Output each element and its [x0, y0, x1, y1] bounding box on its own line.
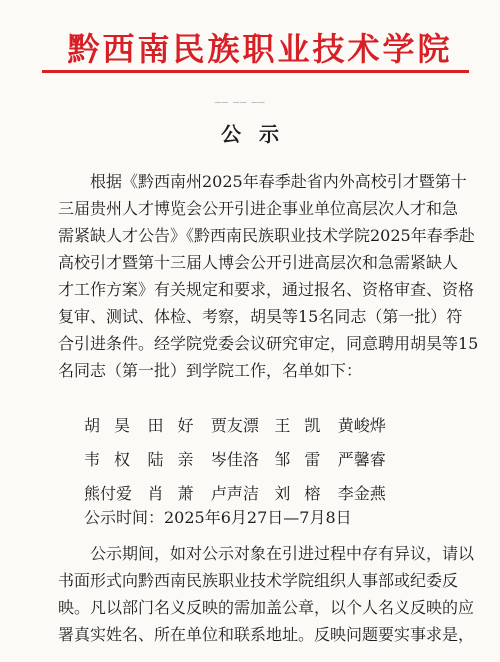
institution-name: 黔西南民族职业技术学院: [67, 30, 453, 68]
name-entry: 王凯: [274, 415, 335, 435]
name-row: [84, 441, 404, 475]
paragraph-line: 需紧缺人才公告》《黔西南民族职业技术学院2025年春季赴: [58, 226, 475, 245]
paragraph-line: 名同志（第一批）到学院工作，名单如下：: [58, 361, 363, 380]
name-entry: 邹雷: [274, 449, 335, 469]
name-entry: 卢声洁: [210, 483, 259, 503]
paragraph-line: 高校引才暨第十三届人博会公开引进高层次和急需紧缺人: [58, 253, 459, 272]
name-row: [84, 475, 404, 509]
paragraph-line: 三届贵州人才博览会公开引进企事业单位高层次人才和急: [58, 199, 459, 218]
name-entry: 陆亲: [147, 449, 208, 469]
name-entry: 岑佳洛: [210, 449, 259, 469]
name-entry: 韦权: [84, 449, 145, 469]
name-entry: 黄峻烨: [337, 415, 386, 435]
paragraph-line: 复审、测试、体检、考察，胡昊等15名同志（第一批）符: [58, 307, 463, 326]
publicity-period: 公示时间：2025年6月27日—7月8日: [84, 508, 352, 527]
paragraph-line: 根据《黔西南州2025年春季赴省内外高校引才暨第十: [90, 172, 467, 191]
name-entry: 李金燕: [337, 483, 386, 503]
paragraph-line: 公示期间，如对公示对象在引进过程中存有异议，请以: [90, 544, 475, 563]
paragraph-line: 书面形式向黔西南民族职业技术学院组织人事部或纪委反: [58, 571, 459, 590]
paragraph-line: 合引进条件。经学院党委会议研究审定，同意聘用胡昊等15: [58, 334, 479, 353]
paragraph-2: [58, 540, 475, 648]
name-entry: 田好: [147, 415, 208, 435]
faint-bleedthrough-text: ── ── ──: [215, 98, 266, 109]
notice-title: 公示: [221, 122, 297, 146]
name-entry: 贾友漂: [210, 415, 259, 435]
name-entry: 熊付爱: [84, 483, 133, 503]
name-list: [84, 407, 404, 509]
paragraph-1: [58, 168, 479, 384]
paragraph-line: 映。凡以部门名义反映的需加盖公章，以个人名义反映的应: [58, 598, 475, 617]
name-row: [84, 407, 404, 441]
header-red-rule: [42, 70, 469, 73]
name-entry: 胡昊: [84, 415, 145, 435]
paragraph-line: 署真实姓名、所在单位和联系地址。反映问题要实事求是，: [58, 625, 475, 644]
name-entry: 肖萧: [147, 483, 208, 503]
paragraph-line: 才工作方案》有关规定和要求，通过报名、资格审查、资格: [58, 280, 475, 299]
name-entry: 刘榕: [274, 483, 335, 503]
name-entry: 严馨睿: [337, 449, 386, 469]
